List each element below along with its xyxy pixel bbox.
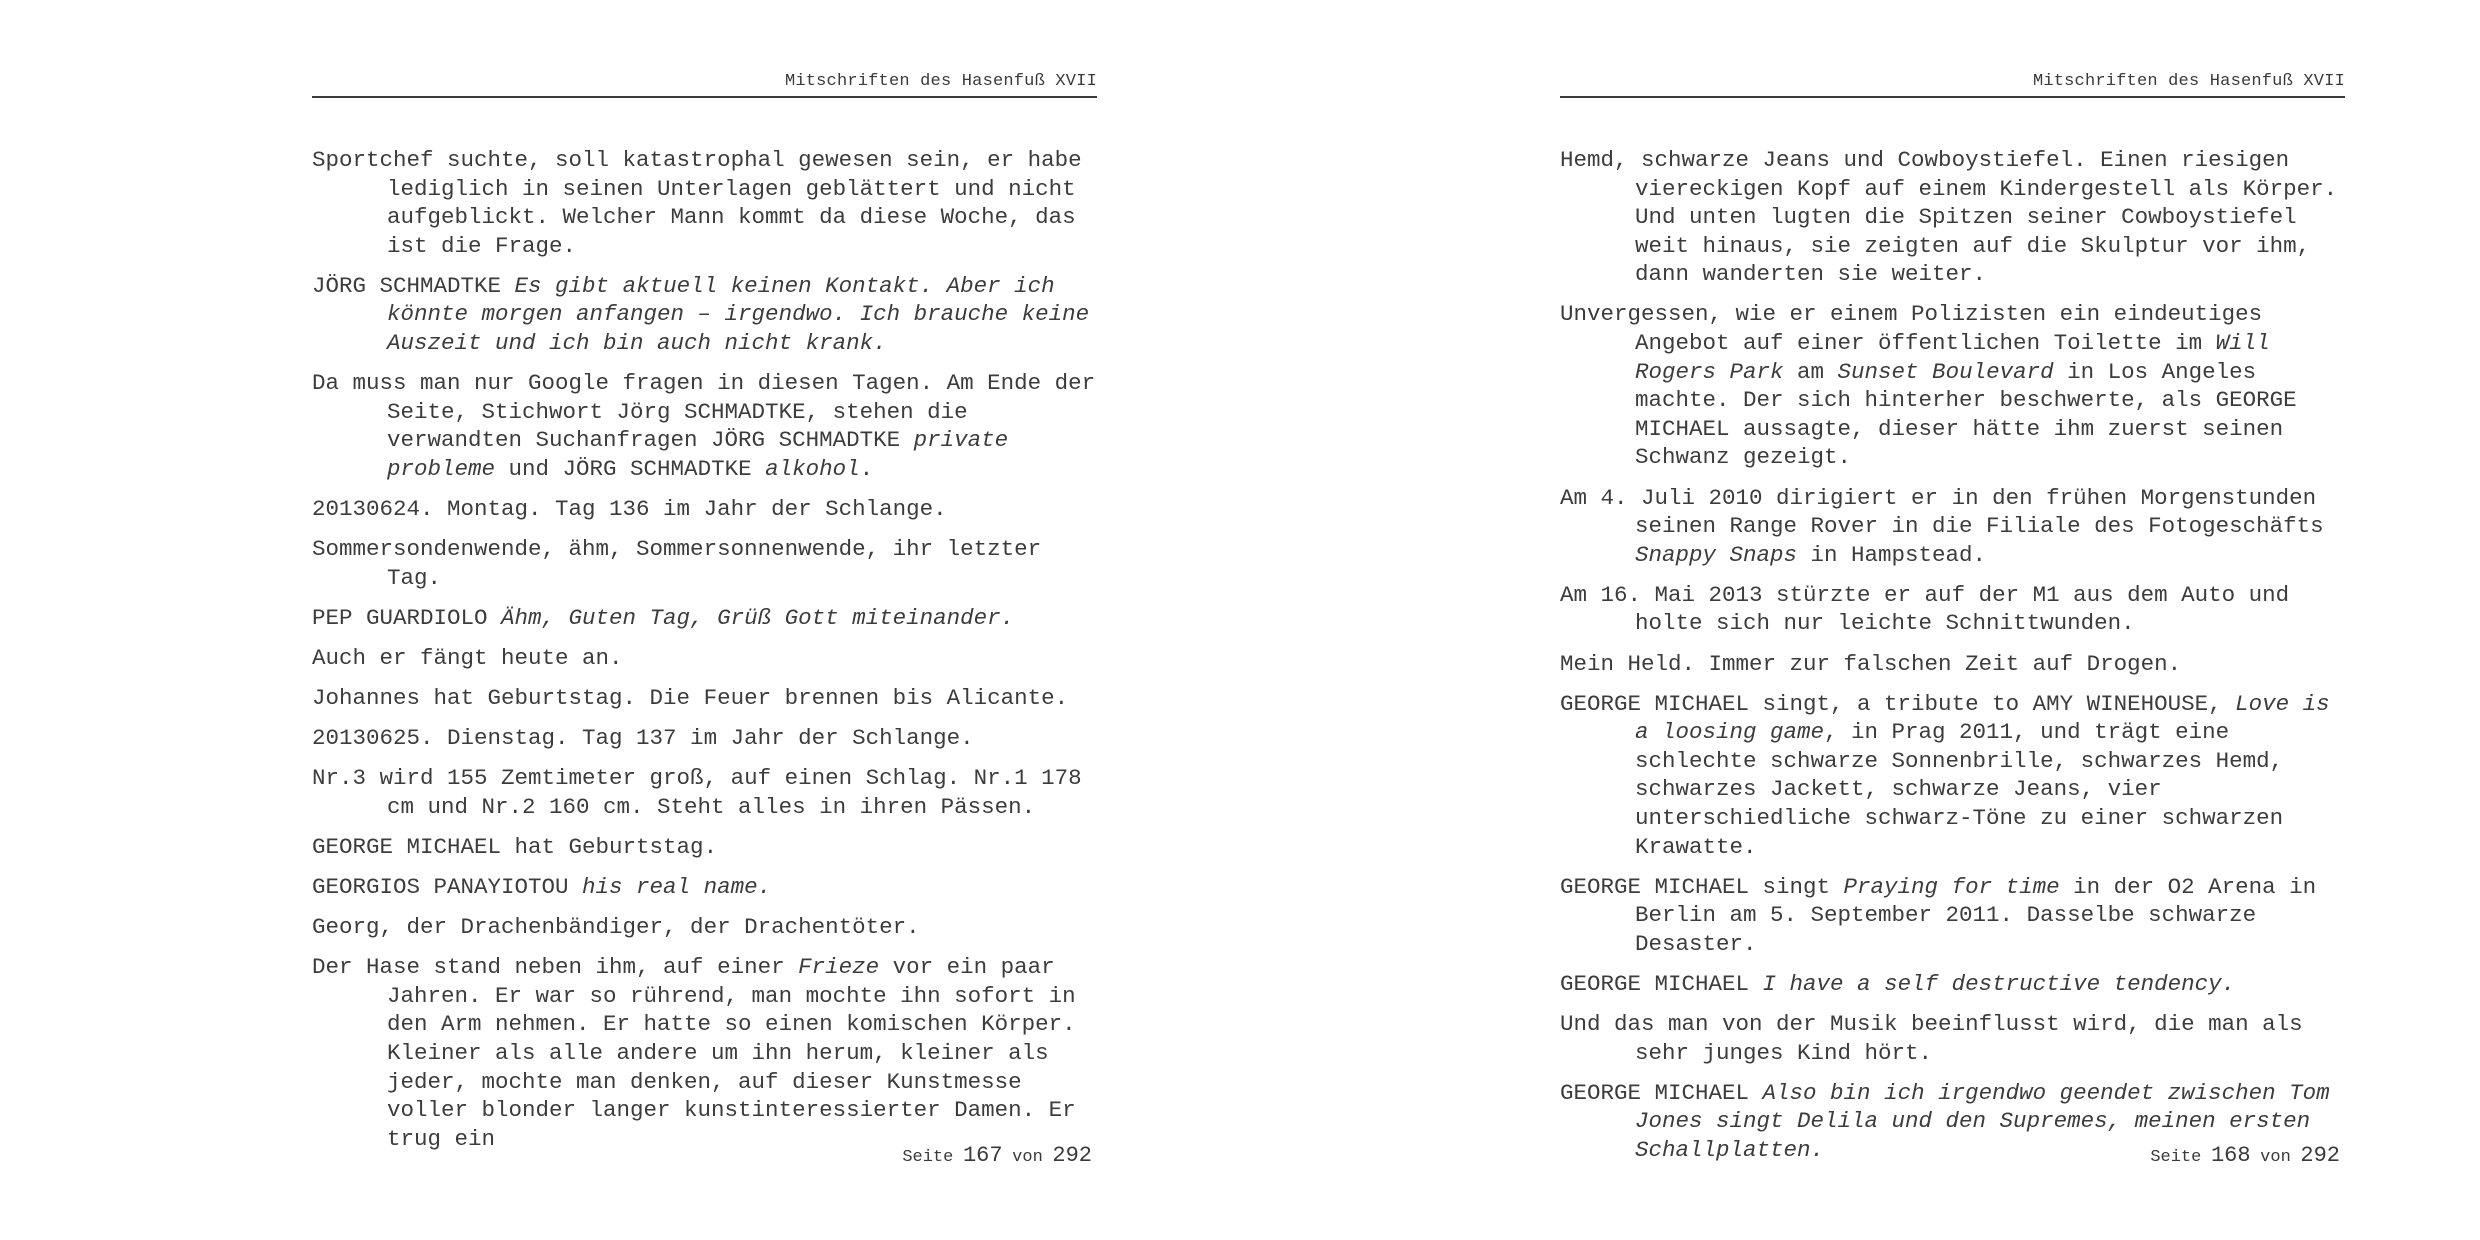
text-run: Sommersondenwende, ähm, Sommersonnenwende, ihr letzter Tag. xyxy=(312,536,1042,591)
text-run: GEORGE MICHAEL xyxy=(1560,970,1763,997)
text-run: 20130625. Dienstag. Tag 137 im Jahr der Schlange. xyxy=(312,725,974,752)
text-run: Auch er fängt heute an. xyxy=(312,644,623,671)
paragraph xyxy=(1560,581,2345,638)
paragraph xyxy=(312,833,1097,862)
text-run: vor ein paar Jahren. Er war so rührend, man mochte ihn sofort in den Arm nehmen. Er hatte so einen komischen Körper. Kleiner als alle andere um ihn herum, kleiner als jeder, mochte man denken, auf dieser Kunstmesse voller blonder langer kunstinteressierter Damen. Er trug ein xyxy=(387,954,1076,1152)
page-body xyxy=(1560,146,2345,1176)
text-run: GEORGE MICHAEL singt, a tribute to AMY WINEHOUSE, xyxy=(1560,690,2236,717)
page-number: 167 xyxy=(962,1143,1003,1168)
paragraph xyxy=(312,873,1097,902)
italic-text: his real name. xyxy=(582,873,772,900)
text-run: Nr.3 wird 155 Zemtimeter groß, auf einen Schlag. Nr.1 178 cm und Nr.2 160 cm. Steht alles in ihren Pässen. xyxy=(312,765,1082,820)
paragraph xyxy=(312,369,1097,483)
text-run: , in Prag 2011, und trägt eine schlechte schwarze Sonnenbrille, schwarzes Hemd, schwarzes Jackett, schwarze Jeans, vier unterschiedliche schwarz-Töne zu einer schwarzen Krawatte. xyxy=(1635,719,2284,860)
text-run: GEORGE MICHAEL singt xyxy=(1560,873,1844,900)
italic-text: I have a self destructive tendency. xyxy=(1762,970,2236,997)
paragraph xyxy=(312,495,1097,524)
italic-text: alkohol xyxy=(765,455,860,482)
text-run: Da muss man nur Google fragen in diesen Tagen. Am Ende der Seite, Stichwort Jörg SCHMADTKE, stehen die verwandten Suchanfragen JÖRG SCHMADTKE xyxy=(312,370,1096,454)
italic-text: Love is a loosing game xyxy=(1635,690,2330,746)
text-run: in Los Angeles machte. Der sich hinterher beschwerte, als GEORGE MICHAEL aussagte, dieser hätte ihm zuerst seinen Schwanz gezeigt. xyxy=(1635,358,2297,471)
total-pages: 292 xyxy=(2300,1143,2340,1168)
text-run: Hemd, schwarze Jeans und Cowboystiefel. Einen riesigen viereckigen Kopf auf einem Kindergestell als Körper. Und unten lugten die Spitzen seiner Cowboystiefel weit hinaus, sie zeigten auf die Skulptur vor ihm, dann wanderten sie weiter. xyxy=(1560,147,2338,288)
paragraph xyxy=(312,272,1097,358)
header-rule xyxy=(312,96,1097,98)
left-page xyxy=(312,0,1097,1240)
paragraph xyxy=(312,644,1097,673)
running-header: Mitschriften des Hasenfuß XVII xyxy=(784,72,1097,91)
page-number: 168 xyxy=(2210,1143,2251,1168)
text-run: JÖRG SCHMADTKE xyxy=(312,272,515,299)
running-header: Mitschriften des Hasenfuß XVII xyxy=(2032,72,2345,91)
text-run: in Hampstead. xyxy=(1797,541,1987,568)
text-run: Und das man von der Musik beeinflusst wird, die man als sehr junges Kind hört. xyxy=(1560,1011,2303,1066)
text-run: und JÖRG SCHMADTKE xyxy=(495,455,766,482)
paragraph xyxy=(1560,873,2345,959)
total-pages: 292 xyxy=(1052,1143,1092,1168)
paragraph xyxy=(1560,484,2345,570)
paragraph xyxy=(312,684,1097,713)
paragraph xyxy=(1560,1010,2345,1067)
page-footer xyxy=(312,1143,1092,1168)
text-run: am xyxy=(1783,358,1838,385)
paragraph xyxy=(312,604,1097,633)
text-run: 20130624. Montag. Tag 136 im Jahr der Schlange. xyxy=(312,496,947,523)
italic-text: Snappy Snaps xyxy=(1635,541,1798,568)
text-run: GEORGIOS PANAYIOTOU xyxy=(312,873,583,900)
italic-text: Praying for time xyxy=(1843,873,2060,900)
right-page xyxy=(1560,0,2345,1240)
footer-von-word: von xyxy=(1012,1148,1043,1167)
paragraph xyxy=(312,535,1097,592)
paragraph xyxy=(312,724,1097,753)
paragraph xyxy=(312,146,1097,260)
paragraph xyxy=(1560,690,2345,862)
text-run: Georg, der Drachenbändiger, der Drachentöter. xyxy=(312,914,920,941)
text-run: Am 4. Juli 2010 dirigiert er in den frühen Morgenstunden seinen Range Rover in die Filiale des Fotogeschäfts xyxy=(1560,484,2324,540)
text-run: GEORGE MICHAEL xyxy=(1560,1079,1763,1106)
text-run: Mein Held. Immer zur falschen Zeit auf Drogen. xyxy=(1560,650,2182,677)
italic-text: Sunset Boulevard xyxy=(1837,358,2054,385)
text-run: . xyxy=(859,455,874,482)
paragraph xyxy=(1560,300,2345,472)
footer-seite-word: Seite xyxy=(2150,1148,2202,1167)
page-footer xyxy=(1560,1143,2340,1168)
italic-text: Es gibt aktuell keinen Kontakt. Aber ich könnte morgen anfangen – irgendwo. Ich brauche keine Auszeit und ich bin auch nicht krank. xyxy=(387,272,1090,357)
footer-von-word: von xyxy=(2260,1148,2291,1167)
text-run: in der O2 Arena in Berlin am 5. September 2011. Dasselbe schwarze Desaster. xyxy=(1635,873,2317,957)
italic-text: private probleme xyxy=(387,427,1009,482)
italic-text: Ähm, Guten Tag, Grüß Gott miteinander. xyxy=(501,604,1015,631)
text-run: PEP GUARDIOLO xyxy=(312,604,502,631)
footer-seite-word: Seite xyxy=(902,1148,954,1167)
text-run: Johannes hat Geburtstag. Die Feuer brennen bis Alicante. xyxy=(312,685,1069,711)
italic-text: Also bin ich irgendwo geendet zwischen Tom Jones singt Delila und den Supremes, meinen ersten Schallplatten. xyxy=(1635,1079,2330,1163)
paragraph xyxy=(1560,650,2345,679)
italic-text: Will Rogers Park xyxy=(1635,330,2270,385)
header-rule xyxy=(1560,96,2345,98)
text-run: Am 16. Mai 2013 stürzte er auf der M1 aus dem Auto und holte sich nur leichte Schnittwunden. xyxy=(1560,581,2290,637)
paragraph xyxy=(312,953,1097,1153)
text-run: GEORGE MICHAEL hat Geburtstag. xyxy=(312,833,718,860)
page-body xyxy=(312,146,1097,1165)
paragraph xyxy=(1560,146,2345,289)
paragraph xyxy=(312,764,1097,821)
text-run: Unvergessen, wie er einem Polizisten ein eindeutiges Angebot auf einer öffentlichen Toilette im xyxy=(1560,301,2263,357)
italic-text: Frieze xyxy=(798,954,880,981)
paragraph xyxy=(312,913,1097,942)
text-run: Sportchef suchte, soll katastrophal gewesen sein, er habe lediglich in seinen Unterlagen geblättert und nicht aufgeblickt. Welcher Mann kommt da diese Woche, das ist die Frage. xyxy=(312,147,1082,259)
paragraph xyxy=(1560,970,2345,999)
text-run: Der Hase stand neben ihm, auf einer xyxy=(312,954,799,981)
